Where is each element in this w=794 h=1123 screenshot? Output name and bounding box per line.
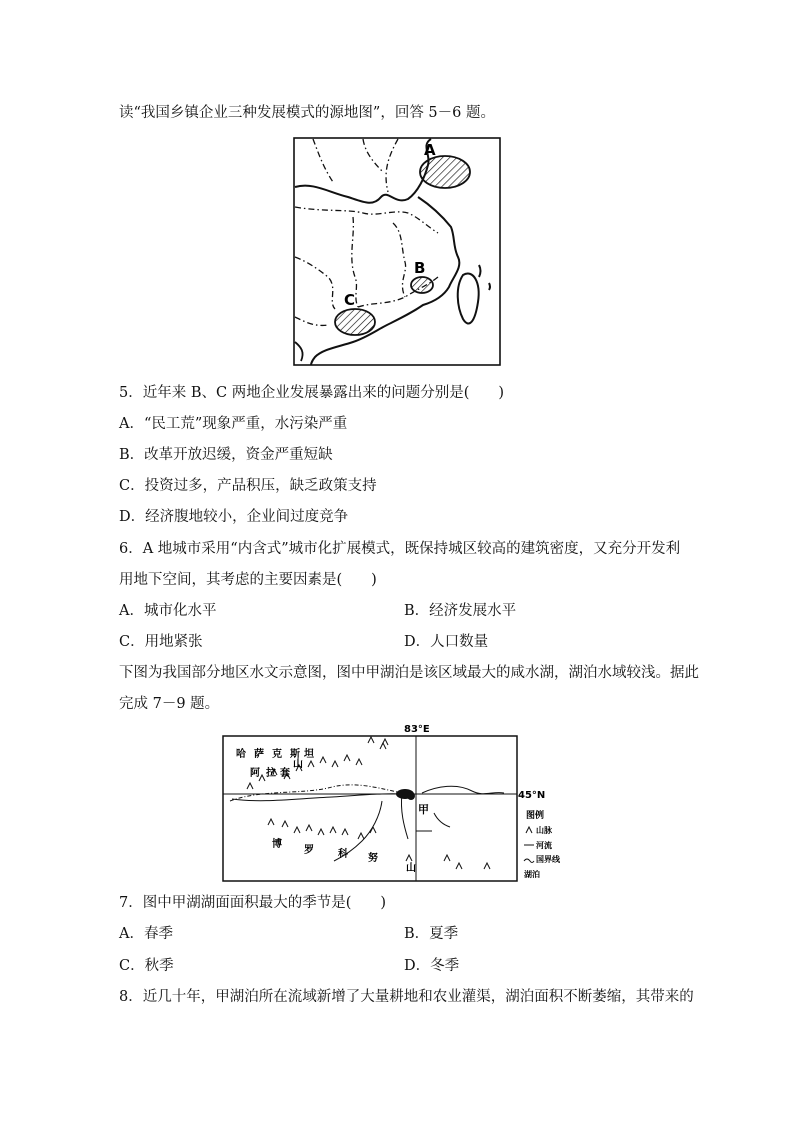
question-8-stem: 8．近几十年，甲湖泊所在流域新增了大量耕地和农业灌渠，湖泊面积不断萎缩，其带来的	[119, 989, 694, 1005]
question-7-stem: 7．图中甲湖湖面面积最大的季节是( )	[119, 895, 387, 911]
question-5-stem: 5．近年来 B、C 两地企业发展暴露出来的问题分别是( )	[119, 385, 505, 401]
mountain-label-10: 博	[272, 839, 282, 850]
label-a: A	[424, 141, 436, 159]
longitude-label: 83°E	[404, 724, 430, 735]
question-5-option-a[interactable]: A．“民工荒”现象严重，水污染严重	[119, 416, 348, 432]
question-6-option-a[interactable]: A．城市化水平	[119, 603, 217, 619]
legend-river: 河流	[536, 841, 552, 850]
legend-title: 图例	[526, 811, 545, 821]
mountain-label-11: 罗	[304, 845, 314, 856]
mountain-label-2: 萨	[254, 749, 264, 760]
label-b: B	[414, 259, 426, 277]
question-7-option-b[interactable]: B．夏季	[404, 926, 459, 942]
legend-border-icon	[524, 859, 534, 863]
mountain-label-4: 斯	[290, 749, 300, 760]
latitude-label: 45°N	[518, 790, 546, 801]
question-intro-7-9-line1: 下图为我国部分地区水文示意图，图中甲湖泊是该区域最大的咸水湖，湖泊水域较浅。据此	[119, 665, 699, 681]
mountain-label-3: 克	[272, 749, 282, 760]
question-7-option-d[interactable]: D．冬季	[404, 958, 460, 974]
mountain-label-6: 阿	[250, 768, 260, 779]
question-5-option-d[interactable]: D．经济腹地较小，企业间过度竞争	[119, 509, 349, 525]
question-6-stem-line1: 6．A 地城市采用“内含式”城市化扩展模式，既保持城区较高的建筑密度，又充分开发利	[119, 541, 681, 557]
question-7-option-c[interactable]: C．秋季	[119, 958, 174, 974]
legend-mountain: 山脉	[536, 826, 552, 835]
legend-border: 国界线	[536, 855, 560, 864]
mountain-label-7: 拉	[266, 768, 276, 779]
question-6-option-b[interactable]: B．经济发展水平	[404, 603, 517, 619]
lake-label: 甲	[418, 803, 429, 816]
question-7-option-a[interactable]: A．春季	[119, 926, 173, 942]
mountain-label-5: 坦	[304, 749, 314, 760]
mountain-label-14: 山	[406, 863, 416, 874]
map-township-enterprises	[293, 137, 501, 366]
question-intro-5-6: 读“我国乡镇企业三种发展模式的源地图”，回答 5－6 题。	[119, 105, 495, 121]
legend-lake: 湖泊	[524, 870, 540, 879]
mountain-label-13: 努	[368, 853, 378, 864]
question-6-stem-line2: 用地下空间，其考虑的主要因素是( )	[119, 572, 377, 588]
question-5-option-c[interactable]: C．投资过多，产品积压，缺乏政策支持	[119, 478, 377, 494]
mountain-label-1: 哈	[236, 749, 246, 760]
label-c: C	[344, 291, 356, 309]
legend-mountain-icon	[526, 827, 532, 833]
question-5-option-b[interactable]: B．改革开放迟缓，资金严重短缺	[119, 447, 333, 463]
map-hydrology	[222, 721, 560, 883]
question-6-option-d[interactable]: D．人口数量	[404, 634, 489, 650]
question-intro-7-9-line2: 完成 7－9 题。	[119, 696, 220, 712]
mountain-label-12: 科	[338, 849, 348, 860]
map-legend	[523, 809, 561, 879]
question-6-option-c[interactable]: C．用地紧张	[119, 634, 203, 650]
mountain-label-9: 山	[293, 759, 303, 770]
mountain-label-8: 套	[280, 768, 290, 779]
